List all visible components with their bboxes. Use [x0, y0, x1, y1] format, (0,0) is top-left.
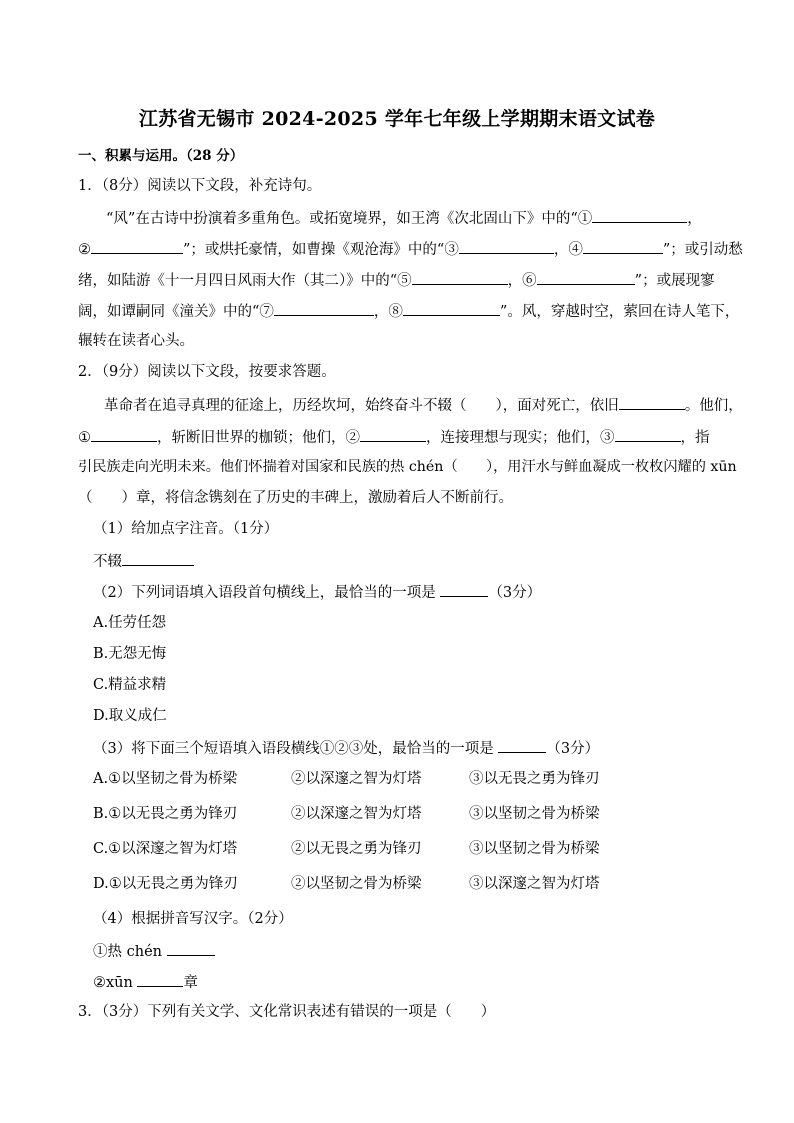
option-row-a-3: ③以无畏之勇为锋刃 [469, 771, 600, 787]
option-row-b-2: ②以深邃之智为灯塔 [291, 806, 422, 822]
option-row-c-2: ②以无畏之勇为锋刃 [291, 841, 422, 857]
blank-3[interactable] [459, 238, 554, 254]
q2-sub4: （4）根据拼音写汉字。（2分） [93, 911, 293, 927]
q2-line-3: 引民族走向光明未来。他们怀揣着对国家和民族的热 chén（ ），用汗水与鲜血凝成一枚枚闪耀的 xūn [78, 459, 737, 475]
section-heading: 一、积累与运用。（28 分） [78, 148, 244, 164]
blank-q2-1[interactable] [91, 426, 157, 442]
q1-line-1: “风”在古诗中扮演着多重角色。或拓宽境界，如王湾《次北固山下》中的“① ， [106, 207, 702, 229]
q2-sub4-item2: ②xūn 章 [93, 971, 198, 993]
option-d[interactable]: D.取义成仁 [93, 708, 167, 724]
blank-7[interactable] [274, 300, 374, 316]
option-row-a-1[interactable]: A.①以坚韧之骨为桥梁 [93, 771, 238, 787]
option-row-b-3: ③以坚韧之骨为桥梁 [469, 806, 600, 822]
option-c[interactable]: C.精益求精 [93, 677, 167, 693]
option-row-d-1[interactable]: D.①以无畏之勇为锋刃 [93, 876, 238, 892]
option-a[interactable]: A.任劳任怨 [93, 615, 167, 631]
blank-q2-3[interactable] [615, 426, 681, 442]
blank-1[interactable] [592, 207, 687, 223]
q2-line-2: ① ，斩断旧世界的枷锁；他们，② ，连接理想与现实；他们，③ ，指 [78, 426, 710, 448]
blank-5[interactable] [412, 269, 508, 285]
q2-sub2: （2）下列词语填入语段首句横线上，最恰当的一项是 （3分） [93, 581, 541, 603]
option-row-b-1[interactable]: B.①以无畏之勇为锋刃 [93, 806, 238, 822]
option-b[interactable]: B.无怨无悔 [93, 646, 167, 662]
q2-line-1: 革命者在追寻真理的征途上，历经坎坷，始终奋斗不辍（ ），面对死亡，依旧 。他们， [104, 394, 743, 416]
q2-sub3: （3）将下面三个短语填入语段横线①②③处，最恰当的一项是 （3分） [93, 737, 599, 759]
blank-xun[interactable] [137, 971, 183, 987]
blank-6[interactable] [537, 269, 635, 285]
blank-answer-2[interactable] [440, 581, 488, 597]
q1-line-3: 绪，如陆游《十一月四日风雨大作（其二）》中的“⑤ ，⑥ ”；或展现寥 [78, 269, 715, 291]
blank-2[interactable] [91, 238, 183, 254]
blank-q2-first[interactable] [619, 394, 685, 410]
blank-4[interactable] [583, 238, 663, 254]
option-row-c-3: ③以坚韧之骨为桥梁 [469, 841, 600, 857]
option-row-d-3: ③以深邃之智为灯塔 [469, 876, 600, 892]
q1-line-2: ② ”；或烘托豪情，如曹操《观沧海》中的“③ ，④ ”；或引动愁 [78, 238, 743, 260]
option-row-c-1[interactable]: C.①以深邃之智为灯塔 [93, 841, 238, 857]
option-row-d-2: ②以坚韧之骨为桥梁 [291, 876, 422, 892]
q2-sub1-answer: 不辍 [93, 550, 194, 572]
blank-chen[interactable] [167, 940, 215, 956]
q3-heading: 3．（3分）下列有关文学、文化常识表述有错误的一项是（ ） [78, 1004, 496, 1020]
q1-line-5: 辗转在读者心头。 [78, 333, 194, 349]
page-title: 江苏省无锡市 2024-2025 学年七年级上学期期末语文试卷 [138, 108, 656, 130]
blank-q2-2[interactable] [360, 426, 426, 442]
q1-line-4: 阔，如谭嗣同《潼关》中的“⑦ ，⑧ ”。风，穿越时空，萦回在诗人笔下， [78, 300, 739, 322]
q2-line-4: （ ）章，将信念镌刻在了历史的丰碑上，激励着后人不断前行。 [78, 490, 513, 506]
blank-pinyin[interactable] [122, 550, 194, 566]
q2-sub1: （1）给加点字注音。（1分） [93, 521, 279, 537]
q1-heading: 1．（8分）阅读以下文段，补充诗句。 [78, 178, 322, 194]
q2-heading: 2．（9分）阅读以下文段，按要求答题。 [78, 364, 336, 380]
blank-answer-3[interactable] [498, 737, 546, 753]
q2-sub4-item1: ①热 chén [93, 940, 215, 962]
blank-8[interactable] [403, 300, 500, 316]
option-row-a-2: ②以深邃之智为灯塔 [291, 771, 422, 787]
